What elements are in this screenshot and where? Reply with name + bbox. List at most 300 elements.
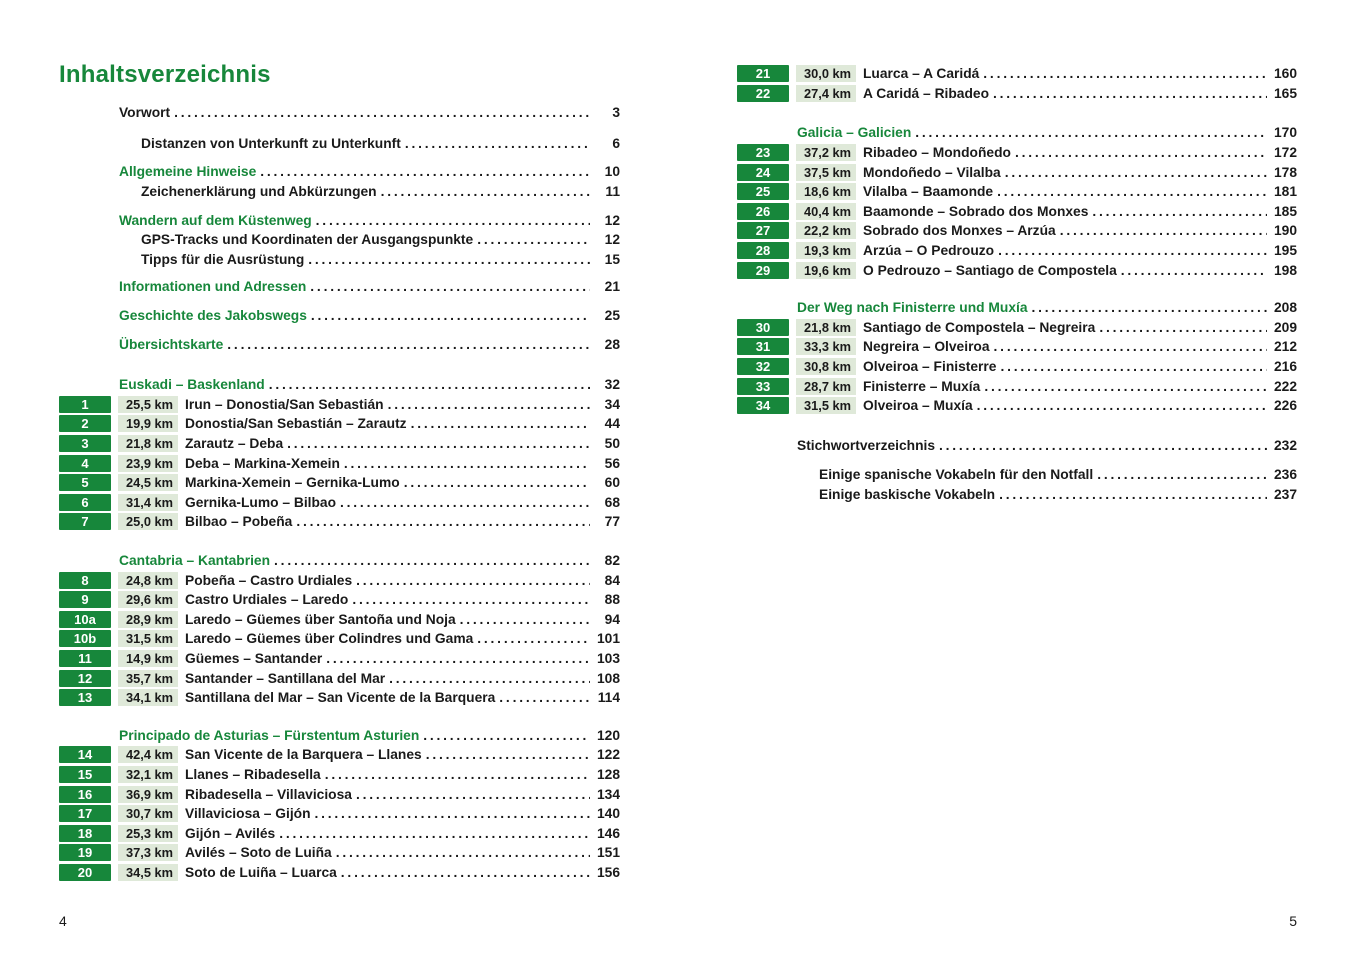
- stage-number-badge: 10b: [59, 630, 111, 647]
- page-number: 172: [1273, 145, 1297, 161]
- stage-row: [59, 453, 620, 473]
- folio-right-page-number: 5: [1289, 913, 1297, 929]
- stage-distance: 30,7 km: [118, 805, 178, 822]
- section-heading-row: [119, 306, 620, 326]
- dot-leader: [405, 136, 590, 151]
- page-number: 60: [604, 475, 620, 491]
- dot-leader: [994, 339, 1267, 354]
- dot-leader: [1015, 145, 1267, 160]
- stage-distance: 14,9 km: [118, 650, 178, 667]
- page-number: 178: [1273, 164, 1297, 180]
- entry-label: Distanzen von Unterkunft zu Unterkunft: [141, 135, 401, 151]
- dot-leader: [423, 728, 590, 743]
- entry-label: Stichwortverzeichnis: [797, 437, 936, 453]
- stage-title: Donostia/San Sebastián – Zarautz: [185, 416, 407, 432]
- dot-leader: [984, 379, 1267, 394]
- stage-number-badge: 34: [737, 397, 789, 414]
- toc-entry-row: [819, 465, 1297, 485]
- stage-title: Güemes – Santander: [185, 650, 323, 666]
- page-number: 156: [596, 864, 620, 880]
- section-heading: Wandern auf dem Küstenweg: [119, 212, 312, 228]
- dot-leader: [1032, 300, 1267, 315]
- page-number: 198: [1273, 262, 1297, 278]
- stage-distance: 37,3 km: [118, 844, 178, 861]
- stage-title: Ribadeo – Mondoñedo: [863, 145, 1011, 161]
- dot-leader: [279, 826, 590, 841]
- toc-group: [59, 103, 620, 123]
- stage-title: Laredo – Güemes über Colindres und Gama: [185, 631, 474, 647]
- stage-number-badge: 11: [59, 650, 111, 667]
- stage-distance: 42,4 km: [118, 746, 178, 763]
- page-number: 185: [1273, 203, 1297, 219]
- page-number: 216: [1273, 359, 1297, 375]
- stage-title: Olveiroa – Muxía: [863, 398, 973, 414]
- toc-group: [59, 306, 620, 326]
- stage-distance: 31,5 km: [118, 630, 178, 647]
- page-number: 50: [604, 436, 620, 452]
- page-number: 165: [1273, 85, 1297, 101]
- stage-row: [59, 512, 620, 532]
- page-number: 10: [604, 164, 620, 180]
- stage-row: [737, 396, 1297, 416]
- section-heading-row: [119, 210, 620, 230]
- stage-title: Zarautz – Deba: [185, 436, 284, 452]
- dot-leader: [227, 337, 590, 352]
- page-number: 34: [604, 396, 620, 412]
- section-heading-row: [797, 298, 1297, 318]
- page-number: 140: [596, 806, 620, 822]
- stage-title: Avilés – Soto de Luiña: [185, 845, 332, 861]
- page-number: 146: [596, 825, 620, 841]
- page-number: 190: [1273, 223, 1297, 239]
- stage-row: [59, 668, 620, 688]
- stage-number-badge: 1: [59, 396, 111, 413]
- stage-number-badge: 22: [737, 85, 789, 102]
- stage-row: [59, 765, 620, 785]
- stage-number-badge: 9: [59, 591, 111, 608]
- toc-group: [737, 64, 1297, 103]
- stage-distance: 37,2 km: [796, 144, 856, 161]
- dot-leader: [336, 845, 590, 860]
- stage-number-badge: 8: [59, 572, 111, 589]
- section-heading: Allgemeine Hinweise: [119, 164, 257, 180]
- stage-distance: 22,2 km: [796, 222, 856, 239]
- stage-distance: 27,4 km: [796, 85, 856, 102]
- page-number: 3: [612, 105, 620, 121]
- stage-distance: 19,6 km: [796, 262, 856, 279]
- page-number: 222: [1273, 378, 1297, 394]
- stage-row: [59, 493, 620, 513]
- stage-number-badge: 14: [59, 746, 111, 763]
- stage-row: [59, 804, 620, 824]
- page-number: 32: [604, 377, 620, 393]
- dot-leader: [340, 495, 590, 510]
- stage-title: Santillana del Mar – San Vicente de la Barquera: [185, 690, 496, 706]
- stage-title: Deba – Markina-Xemein: [185, 455, 340, 471]
- dot-leader: [477, 232, 590, 247]
- stage-distance: 34,5 km: [118, 864, 178, 881]
- toc-group: [737, 436, 1297, 456]
- dot-leader: [1000, 359, 1267, 374]
- dot-leader: [1121, 263, 1267, 278]
- dot-leader: [174, 105, 590, 120]
- section-heading: Informationen und Adressen: [119, 279, 307, 295]
- page-number: 128: [596, 766, 620, 782]
- dot-leader: [915, 125, 1267, 140]
- stage-number-badge: 5: [59, 474, 111, 491]
- dot-leader: [404, 475, 590, 490]
- stage-number-badge: 30: [737, 319, 789, 336]
- stage-title: Sobrado dos Monxes – Arzúa: [863, 223, 1056, 239]
- stage-row: [737, 376, 1297, 396]
- dot-leader: [341, 865, 590, 880]
- stage-row: [737, 221, 1297, 241]
- page-number: 195: [1273, 243, 1297, 259]
- dot-leader: [260, 164, 590, 179]
- page-number: 25: [604, 308, 620, 324]
- stage-number-badge: 2: [59, 415, 111, 432]
- stage-row: [59, 473, 620, 493]
- entry-label: Einige spanische Vokabeln für den Notfall: [819, 467, 1094, 483]
- page-number: 84: [604, 572, 620, 588]
- stage-distance: 34,1 km: [118, 689, 178, 706]
- page-number: 101: [596, 631, 620, 647]
- dot-leader: [999, 487, 1267, 502]
- page-title: Inhaltsverzeichnis: [59, 61, 271, 88]
- stage-row: [737, 182, 1297, 202]
- stage-title: Mondoñedo – Vilalba: [863, 164, 1001, 180]
- dot-leader: [287, 436, 590, 451]
- stage-distance: 28,9 km: [118, 611, 178, 628]
- entry-label: Zeichenerklärung und Abkürzungen: [141, 184, 377, 200]
- dot-leader: [1097, 467, 1267, 482]
- stage-number-badge: 19: [59, 844, 111, 861]
- stage-title: O Pedrouzo – Santiago de Compostela: [863, 262, 1117, 278]
- toc-entry-row: [141, 230, 620, 250]
- stage-title: Gernika-Lumo – Bilbao: [185, 494, 337, 510]
- page-number: 237: [1273, 486, 1297, 502]
- stage-number-badge: 6: [59, 494, 111, 511]
- toc-left-column: [59, 62, 620, 882]
- dot-leader: [983, 66, 1267, 81]
- page-number: 232: [1273, 437, 1297, 453]
- stage-row: [737, 202, 1297, 222]
- stage-distance: 18,6 km: [796, 183, 856, 200]
- stage-title: Llanes – Ribadesella: [185, 766, 321, 782]
- page-number: 56: [604, 455, 620, 471]
- stage-title: Baamonde – Sobrado dos Monxes: [863, 203, 1089, 219]
- page-number: 151: [596, 845, 620, 861]
- dot-leader: [308, 252, 590, 267]
- stage-distance: 19,3 km: [796, 242, 856, 259]
- dot-leader: [352, 592, 590, 607]
- stage-number-badge: 27: [737, 222, 789, 239]
- dot-leader: [326, 651, 590, 666]
- page-number: 134: [596, 786, 620, 802]
- page-number: 208: [1273, 300, 1297, 316]
- page-number: 21: [604, 279, 620, 295]
- dot-leader: [356, 787, 590, 802]
- page-number: 226: [1273, 398, 1297, 414]
- dot-leader: [460, 612, 590, 627]
- stage-distance: 29,6 km: [118, 591, 178, 608]
- entry-label: Tipps für die Ausrüstung: [141, 251, 305, 267]
- toc-group: [737, 465, 1297, 504]
- page-number: 82: [604, 552, 620, 568]
- page-number: 181: [1273, 184, 1297, 200]
- stage-row: [59, 609, 620, 629]
- section-heading-row: [119, 375, 620, 395]
- page-number: 68: [604, 494, 620, 510]
- section-heading-row: [119, 162, 620, 182]
- stage-number-badge: 28: [737, 242, 789, 259]
- page-number: 209: [1273, 319, 1297, 335]
- stage-number-badge: 31: [737, 338, 789, 355]
- stage-title: Pobeña – Castro Urdiales: [185, 572, 353, 588]
- page-number: 170: [1273, 125, 1297, 141]
- section-heading-row: [119, 334, 620, 354]
- stage-number-badge: 15: [59, 766, 111, 783]
- dot-leader: [311, 308, 590, 323]
- page-number: 122: [596, 747, 620, 763]
- section-heading: Geschichte des Jakobswegs: [119, 308, 307, 324]
- stage-row: [737, 318, 1297, 338]
- dot-leader: [356, 573, 590, 588]
- stage-title: Olveiroa – Finisterre: [863, 359, 997, 375]
- stage-row: [59, 863, 620, 883]
- dot-leader: [315, 806, 590, 821]
- stage-distance: 25,3 km: [118, 825, 178, 842]
- toc-group: [59, 277, 620, 297]
- stage-row: [59, 629, 620, 649]
- stage-number-badge: 21: [737, 65, 789, 82]
- dot-leader: [499, 690, 590, 705]
- toc-left-groups: [59, 103, 620, 882]
- dot-leader: [381, 184, 590, 199]
- section-heading: Cantabria – Kantabrien: [119, 552, 271, 568]
- stage-distance: 19,9 km: [118, 415, 178, 432]
- stage-title: Markina-Xemein – Gernika-Lumo: [185, 475, 400, 491]
- page-number: 44: [604, 416, 620, 432]
- stage-row: [59, 823, 620, 843]
- stage-row: [737, 260, 1297, 280]
- stage-distance: 31,4 km: [118, 494, 178, 511]
- toc-group: [59, 162, 620, 201]
- dot-leader: [998, 243, 1267, 258]
- stage-number-badge: 17: [59, 805, 111, 822]
- stage-distance: 37,5 km: [796, 164, 856, 181]
- stage-title: Arzúa – O Pedrouzo: [863, 243, 995, 259]
- stage-distance: 35,7 km: [118, 670, 178, 687]
- dot-leader: [344, 456, 590, 471]
- page-number: 12: [604, 212, 620, 228]
- stage-title: A Caridá – Ribadeo: [863, 85, 989, 101]
- stage-distance: 36,9 km: [118, 786, 178, 803]
- stage-number-badge: 33: [737, 378, 789, 395]
- stage-number-badge: 20: [59, 864, 111, 881]
- stage-row: [737, 162, 1297, 182]
- page-number: 160: [1273, 66, 1297, 82]
- stage-title: San Vicente de la Barquera – Llanes: [185, 747, 422, 763]
- stage-row: [59, 784, 620, 804]
- stage-title: Irun – Donostia/San Sebastián: [185, 396, 384, 412]
- stage-distance: 30,8 km: [796, 358, 856, 375]
- dot-leader: [296, 514, 590, 529]
- stage-row: [737, 143, 1297, 163]
- stage-row: [59, 688, 620, 708]
- stage-row: [59, 414, 620, 434]
- dot-leader: [274, 553, 590, 568]
- page-number: 120: [596, 727, 620, 743]
- toc-entry-row: [119, 103, 620, 123]
- section-heading: Galicia – Galicien: [797, 125, 912, 141]
- page-number: 11: [605, 184, 620, 200]
- section-heading-row: [119, 725, 620, 745]
- section-heading-row: [119, 277, 620, 297]
- dot-leader: [997, 184, 1267, 199]
- dot-leader: [477, 631, 590, 646]
- page-number: 108: [596, 670, 620, 686]
- stage-row: [59, 395, 620, 415]
- dot-leader: [389, 671, 590, 686]
- entry-label: Einige baskische Vokabeln: [819, 486, 996, 502]
- toc-group: [59, 551, 620, 708]
- stage-row: [737, 64, 1297, 84]
- dot-leader: [426, 747, 590, 762]
- stage-distance: 28,7 km: [796, 378, 856, 395]
- toc-group: [59, 725, 620, 882]
- toc-entry-row: [819, 485, 1297, 505]
- toc-group: [59, 375, 620, 532]
- stage-number-badge: 29: [737, 262, 789, 279]
- stage-row: [737, 241, 1297, 261]
- toc-group: [59, 210, 620, 269]
- stage-row: [737, 84, 1297, 104]
- stage-title: Negreira – Olveiroa: [863, 339, 990, 355]
- stage-title: Finisterre – Muxía: [863, 378, 981, 394]
- stage-title: Gijón – Avilés: [185, 825, 276, 841]
- stage-distance: 30,0 km: [796, 65, 856, 82]
- page-number: 15: [604, 251, 620, 267]
- page-number: 28: [604, 336, 620, 352]
- stage-number-badge: 13: [59, 689, 111, 706]
- stage-distance: 33,3 km: [796, 338, 856, 355]
- toc-group: [59, 334, 620, 354]
- toc-right-groups: [737, 64, 1297, 504]
- stage-row: [737, 357, 1297, 377]
- stage-number-badge: 16: [59, 786, 111, 803]
- stage-number-badge: 12: [59, 670, 111, 687]
- dot-leader: [325, 767, 590, 782]
- toc-group: [737, 298, 1297, 416]
- toc-entry-row: [797, 436, 1297, 456]
- section-heading-row: [119, 551, 620, 571]
- toc-entry-row: [141, 250, 620, 270]
- stage-distance: 21,8 km: [118, 435, 178, 452]
- dot-leader: [993, 86, 1267, 101]
- dot-leader: [411, 416, 590, 431]
- dot-leader: [1092, 204, 1267, 219]
- page-number: 12: [604, 232, 620, 248]
- stage-distance: 24,5 km: [118, 474, 178, 491]
- section-heading: Der Weg nach Finisterre und Muxía: [797, 300, 1028, 316]
- dot-leader: [939, 438, 1267, 453]
- stage-number-badge: 18: [59, 825, 111, 842]
- section-heading: Übersichtskarte: [119, 336, 224, 352]
- stage-number-badge: 7: [59, 513, 111, 530]
- stage-distance: 21,8 km: [796, 319, 856, 336]
- stage-title: Luarca – A Caridá: [863, 66, 980, 82]
- stage-distance: 25,5 km: [118, 396, 178, 413]
- dot-leader: [1060, 223, 1267, 238]
- stage-row: [59, 434, 620, 454]
- stage-title: Ribadesella – Villaviciosa: [185, 786, 352, 802]
- stage-title: Santander – Santillana del Mar: [185, 670, 386, 686]
- page-number: 114: [597, 690, 620, 706]
- stage-row: [59, 843, 620, 863]
- stage-number-badge: 23: [737, 144, 789, 161]
- toc-entry-row: [141, 134, 620, 154]
- section-heading-row: [797, 123, 1297, 143]
- dot-leader: [269, 377, 590, 392]
- dot-leader: [1005, 165, 1267, 180]
- stage-row: [59, 570, 620, 590]
- dot-leader: [1099, 320, 1267, 335]
- stage-number-badge: 32: [737, 358, 789, 375]
- page-number: 88: [604, 592, 620, 608]
- section-heading: Euskadi – Baskenland: [119, 377, 265, 393]
- stage-title: Vilalba – Baamonde: [863, 184, 994, 200]
- stage-number-badge: 10a: [59, 611, 111, 628]
- stage-number-badge: 3: [59, 435, 111, 452]
- stage-title: Soto de Luiña – Luarca: [185, 864, 337, 880]
- stage-number-badge: 4: [59, 455, 111, 472]
- section-heading: Principado de Asturias – Fürstentum Asturien: [119, 727, 420, 743]
- stage-distance: 32,1 km: [118, 766, 178, 783]
- toc-right-column: [737, 64, 1297, 504]
- stage-row: [737, 337, 1297, 357]
- stage-row: [59, 590, 620, 610]
- stage-number-badge: 24: [737, 164, 789, 181]
- entry-label: Vorwort: [119, 105, 171, 121]
- stage-title: Bilbao – Pobeña: [185, 514, 293, 530]
- stage-distance: 40,4 km: [796, 203, 856, 220]
- page-number: 94: [604, 611, 620, 627]
- stage-title: Laredo – Güemes über Santoña und Noja: [185, 611, 456, 627]
- dot-leader: [388, 397, 590, 412]
- stage-number-badge: 26: [737, 203, 789, 220]
- stage-title: Castro Urdiales – Laredo: [185, 592, 349, 608]
- stage-row: [59, 649, 620, 669]
- dot-leader: [310, 279, 590, 294]
- stage-title: Santiago de Compostela – Negreira: [863, 319, 1096, 335]
- toc-group: [59, 134, 620, 154]
- stage-number-badge: 25: [737, 183, 789, 200]
- stage-distance: 31,5 km: [796, 397, 856, 414]
- stage-distance: 24,8 km: [118, 572, 178, 589]
- stage-distance: 23,9 km: [118, 455, 178, 472]
- folio-left-page-number: 4: [59, 913, 67, 929]
- toc-group: [737, 123, 1297, 280]
- dot-leader: [977, 398, 1267, 413]
- page-number: 6: [612, 135, 620, 151]
- toc-entry-row: [141, 182, 620, 202]
- stage-title: Villaviciosa – Gijón: [185, 806, 311, 822]
- page-number: 212: [1273, 339, 1297, 355]
- stage-distance: 25,0 km: [118, 513, 178, 530]
- page-number: 236: [1273, 467, 1297, 483]
- dot-leader: [316, 213, 590, 228]
